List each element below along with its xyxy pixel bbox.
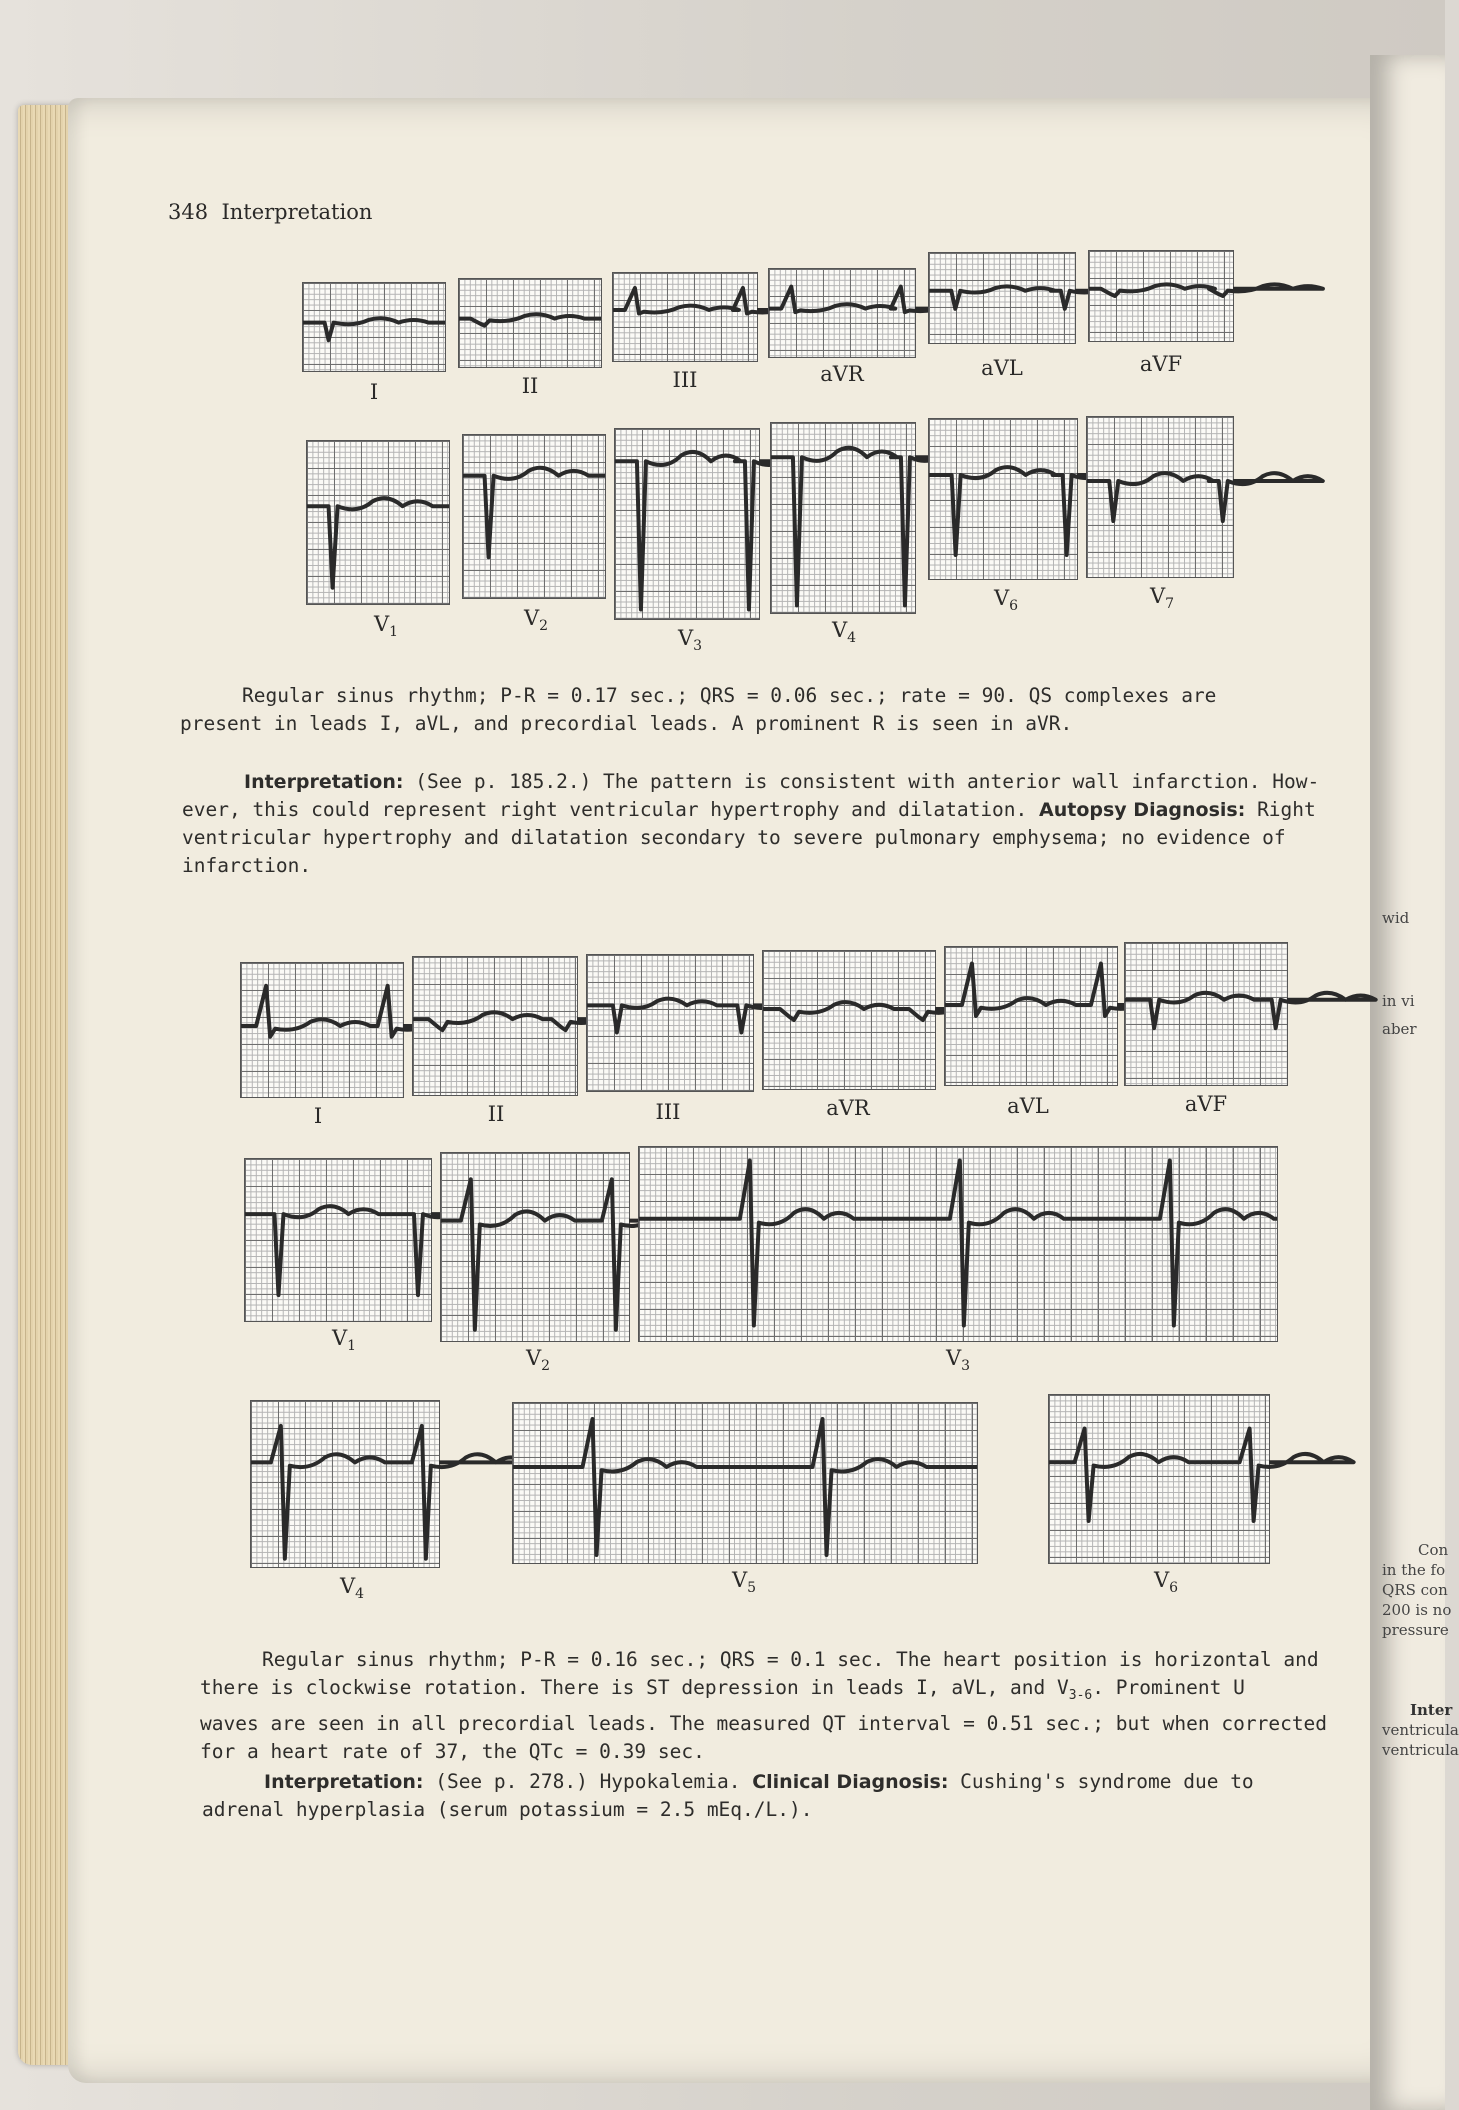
case1-interp-text: (See p. 185.2.) The pattern is consistent with anterior wall infarction. How-: [403, 770, 1320, 793]
ecg-trace: [303, 318, 445, 340]
case2-summary: [200, 1646, 1350, 1766]
ecg-strip-V5: [512, 1402, 978, 1564]
case1-summary-line: Regular sinus rhythm; P-R = 0.17 sec.; QRS = 0.06 sec.; rate = 90. QS complexes are: [242, 684, 1217, 707]
section-title: Interpretation: [221, 200, 373, 224]
lead-label-V2: $V_2$: [523, 606, 549, 635]
ecg-strip-III: [586, 954, 754, 1092]
lead-label-aVF: aVF: [1139, 352, 1183, 376]
case1-interp-text: ever, this could represent right ventricular hypertrophy and dilatation.: [182, 798, 1040, 821]
ecg-strip-V1: [244, 1158, 432, 1322]
lead-label-aVR: aVR: [820, 362, 864, 386]
case2-summary-line: Regular sinus rhythm; P-R = 0.16 sec.; QRS = 0.1 sec. The heart position is horizontal and: [262, 1648, 1319, 1671]
lead-label-II: II: [521, 374, 539, 398]
lead-label-V1: $V_1$: [373, 612, 399, 641]
ecg-trace: [463, 468, 605, 558]
lead-label-V1: $V_1$: [331, 1326, 357, 1355]
ecg-strip-V3: [614, 428, 760, 620]
lead-label-aVL: aVL: [981, 356, 1023, 380]
facing-text: Inter: [1410, 1701, 1453, 1719]
ecg-strip-II: [458, 278, 602, 368]
case2-summary-line: there is clockwise rotation. There is ST depression in leads I, aVL, and V: [200, 1676, 1069, 1699]
lead-label-I: I: [313, 1104, 323, 1128]
lead-label-V3: $V_3$: [945, 1346, 971, 1375]
autopsy-diagnosis-label: Autopsy Diagnosis:: [1039, 799, 1246, 821]
clinical-diagnosis-label: Clinical Diagnosis:: [752, 1771, 949, 1793]
case1-interp-text: infarction.: [182, 854, 312, 877]
lead-label-V7: $V_7$: [1149, 584, 1175, 613]
case2-interp-text: adrenal hyperplasia (serum potassium = 2.5 mEq./L.).: [202, 1798, 813, 1821]
lead-label-V3: $V_3$: [677, 626, 703, 655]
facing-text: QRS con: [1382, 1581, 1448, 1599]
ecg-strip-aVF: [1088, 250, 1234, 342]
lead-label-III: III: [672, 368, 698, 392]
ecg-trace: [307, 498, 449, 588]
lead-range-subscript: 3-6: [1068, 1687, 1093, 1703]
case1-summary-line: present in leads I, aVL, and precordial leads. A prominent R is seen in aVR.: [180, 712, 1073, 735]
ecg-strip-V6: [1048, 1394, 1270, 1564]
ecg-strip-I: [240, 962, 404, 1098]
ecg-strip-V2: [440, 1152, 630, 1342]
case2-summary-line: . Prominent U: [1092, 1676, 1245, 1699]
case2-interp-text: Cushing's syndrome due to: [948, 1770, 1254, 1793]
ecg-strip-V3: [638, 1146, 1278, 1342]
lead-label-II: II: [487, 1102, 505, 1126]
ecg-trace: [639, 1161, 1277, 1326]
case2-summary-line: waves are seen in all precordial leads. The measured QT interval = 0.51 sec.; but when corrected: [200, 1711, 1328, 1735]
lead-label-V4: $V_4$: [339, 1574, 365, 1603]
lead-label-III: III: [655, 1100, 681, 1124]
ecg-trace: [459, 314, 601, 325]
lead-label-V5: $V_5$: [731, 1568, 757, 1597]
lead-label-aVF: aVF: [1184, 1092, 1228, 1116]
ecg-strip-V4: [250, 1400, 440, 1568]
lead-label-I: I: [369, 380, 379, 404]
lead-label-V2: $V_2$: [525, 1346, 551, 1375]
ecg-strip-I: [302, 282, 446, 372]
facing-text: aber: [1382, 1020, 1417, 1038]
facing-text: ventricula: [1382, 1721, 1459, 1739]
facing-text: in vi: [1382, 992, 1415, 1010]
lead-label-aVL: aVL: [1007, 1094, 1049, 1118]
case1-summary: [180, 682, 1360, 738]
ecg-strip-V6: [928, 418, 1078, 580]
lead-label-aVR: aVR: [826, 1096, 870, 1120]
ecg-strip-V1: [306, 440, 450, 605]
facing-text: in the fo: [1382, 1561, 1446, 1579]
interpretation-label: Interpretation:: [244, 771, 404, 793]
ecg-strip-aVL: [928, 252, 1076, 344]
lead-label-V6: $V_6$: [993, 586, 1019, 615]
ecg-strip-II: [412, 956, 578, 1096]
facing-text: pressure: [1382, 1621, 1449, 1639]
lead-label-V6: $V_6$: [1153, 1568, 1179, 1597]
ecg-strip-III: [612, 272, 758, 362]
ecg-strip-V4: [770, 422, 916, 614]
facing-text: Con: [1418, 1541, 1449, 1559]
facing-text: wid: [1382, 909, 1410, 927]
interpretation-label: Interpretation:: [264, 1771, 424, 1793]
page-number: 348: [168, 200, 209, 224]
case1-interpretation: [182, 768, 1362, 880]
case1-interp-text: ventricular hypertrophy and dilatation secondary to severe pulmonary emphysema; no evidence of: [182, 826, 1286, 849]
facing-page: [1370, 55, 1459, 2110]
facing-text: 200 is no: [1382, 1601, 1452, 1619]
case1-interp-text: Right: [1245, 798, 1316, 821]
case2-interp-text: (See p. 278.) Hypokalemia.: [423, 1770, 753, 1793]
ecg-strip-aVF: [1124, 942, 1288, 1086]
ecg-trace: [513, 1419, 977, 1555]
ecg-strip-V2: [462, 434, 606, 599]
ecg-strip-V7: [1086, 416, 1234, 578]
facing-text: ventricula: [1382, 1741, 1459, 1759]
page-header: [168, 200, 372, 224]
ecg-strip-aVR: [768, 268, 916, 358]
ecg-strip-aVR: [762, 950, 936, 1090]
case2-interpretation: [202, 1768, 1352, 1824]
ecg-strip-aVL: [944, 946, 1118, 1086]
lead-label-V4: $V_4$: [831, 618, 857, 647]
case2-summary-line: for a heart rate of 37, the QTc = 0.39 sec.: [200, 1739, 705, 1763]
